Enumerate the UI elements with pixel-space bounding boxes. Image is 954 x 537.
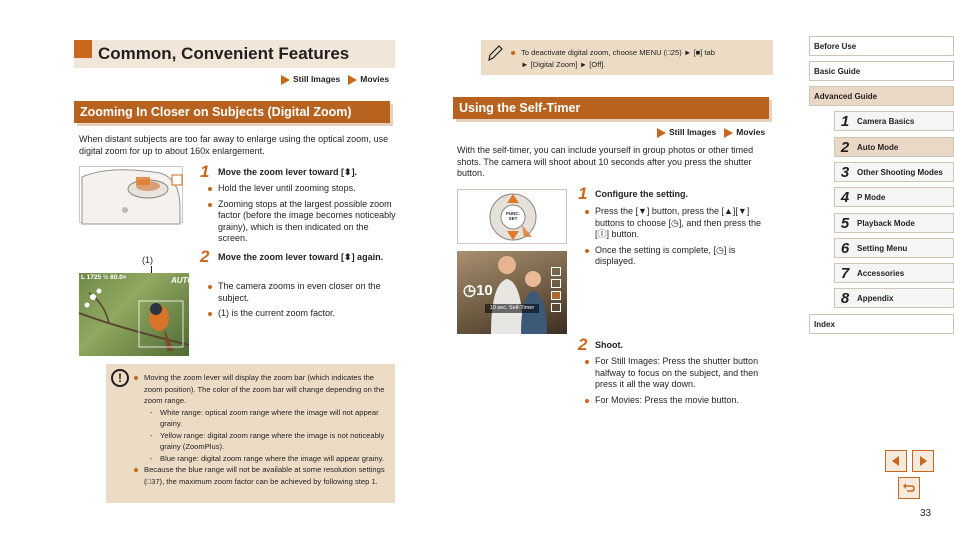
step-1-title: Move the zoom lever toward [⬍]. xyxy=(218,167,358,177)
nav-item-setting-menu[interactable] xyxy=(834,238,954,258)
nav-item-label: Camera Basics xyxy=(857,116,915,126)
nav-item-label: P Mode xyxy=(857,192,886,202)
timer-mode-strip xyxy=(551,267,563,317)
timer-option-icon xyxy=(551,303,561,312)
chapter-number: 1 xyxy=(840,112,850,130)
list-item: - Yellow range: digital zoom range where the image is not noticeably grainy (ZoomPlus). xyxy=(150,430,389,453)
timer-option-icon xyxy=(551,279,561,288)
title-marker xyxy=(74,40,92,58)
list-item: To deactivate digital zoom, choose MENU (□25) ► [■] tab ► [Digital Zoom] ► [Off]. xyxy=(511,47,769,71)
nav-advanced-guide[interactable]: Advanced Guide xyxy=(809,86,954,106)
step-2-number: 2 xyxy=(200,247,210,266)
mode-tags xyxy=(657,127,765,138)
nav-item-label: Other Shooting Modes xyxy=(857,167,943,177)
chapter-number: 8 xyxy=(840,289,850,307)
step-2-number: 2 xyxy=(578,335,588,354)
self-timer-photo xyxy=(457,251,567,334)
step-1-title: Configure the setting. xyxy=(595,189,688,199)
step-1-bullets xyxy=(585,206,773,272)
chapter-number: 7 xyxy=(840,264,850,282)
chapter-number: 3 xyxy=(840,163,850,181)
step-1-number: 1 xyxy=(578,184,588,203)
func-set-button-illustration xyxy=(457,189,567,244)
chapter-number: 4 xyxy=(840,188,850,206)
tip-note-box xyxy=(481,40,773,75)
zoom-factor-callout: (1) xyxy=(142,255,153,265)
step-2-title: Shoot. xyxy=(595,340,623,350)
page-title: Common, Convenient Features xyxy=(98,44,350,63)
list-item: Because the blue range will not be available at some resolution settings (□37), the maximum zoom factor can be achieved by following step 1. xyxy=(134,464,389,487)
func-set-label: FUNC. SET xyxy=(506,211,520,221)
nav-item-label: Accessories xyxy=(857,268,905,278)
list-item: - Blue range: digital zoom range where the image will appear grainy. xyxy=(150,453,389,465)
arrow-right-icon xyxy=(917,455,929,467)
auto-mode-badge: AUTO xyxy=(171,276,194,285)
step-1-number: 1 xyxy=(200,162,210,181)
nav-item-label: Appendix xyxy=(857,293,894,303)
digital-zoom-intro: When distant subjects are too far away to enlarge using the optical zoom, use digital zoom for up to about 160x enlargement. xyxy=(79,134,389,156)
self-timer-caption: 10 sec. Self-Timer xyxy=(485,304,539,313)
chapter-number: 2 xyxy=(840,138,850,156)
list-item: - White range: optical zoom range where the image will not appear grainy. xyxy=(150,407,389,430)
previous-page-button[interactable] xyxy=(885,450,907,472)
chapter-number: 6 xyxy=(840,239,850,257)
movies-tag: Movies xyxy=(736,127,766,137)
mode-tags xyxy=(281,74,389,85)
nav-item-other-shooting-modes[interactable] xyxy=(834,162,954,182)
section-heading-digital-zoom: Zooming In Closer on Subjects (Digital Zoom) xyxy=(74,101,390,123)
self-timer-icon: ◷10 xyxy=(463,282,493,299)
nav-item-label: Playback Mode xyxy=(857,218,915,228)
zoomed-bird-screen xyxy=(79,273,194,356)
nav-basic-guide[interactable]: Basic Guide xyxy=(809,61,954,81)
bird-photo-icon xyxy=(79,273,189,356)
list-item: For Still Images: Press the shutter button halfway to focus on the subject, and then press it all the way down. xyxy=(585,356,773,391)
return-button[interactable] xyxy=(898,477,920,499)
arrow-left-icon xyxy=(890,455,902,467)
page-number: 33 xyxy=(920,508,932,519)
pencil-icon xyxy=(487,44,503,62)
movies-tag: Movies xyxy=(360,74,390,84)
next-page-button[interactable] xyxy=(912,450,934,472)
section-heading-self-timer: Using the Self-Timer xyxy=(453,97,769,119)
caution-icon: ! xyxy=(111,369,129,387)
list-item: Once the setting is complete, [◷] is displayed. xyxy=(585,245,773,268)
step-2-bullets xyxy=(585,356,773,410)
still-images-arrow-icon xyxy=(281,75,290,85)
still-images-arrow-icon xyxy=(657,128,666,138)
still-images-tag: Still Images xyxy=(669,127,717,137)
chapter-number: 5 xyxy=(840,214,850,232)
list-item: Press the [▼] button, press the [▲][▼] buttons to choose [◷], and then press the [Ⓘ] button. xyxy=(585,206,773,241)
caution-bullets xyxy=(134,372,389,487)
step-1-bullets xyxy=(208,183,396,249)
camera-top-icon xyxy=(80,167,184,224)
nav-item-label: Setting Menu xyxy=(857,243,908,253)
still-images-tag: Still Images xyxy=(293,74,341,84)
timer-option-icon xyxy=(551,267,561,276)
list-item: Zooming stops at the largest possible zoom factor (before the image becomes noticeably grainy), which is then indicated on the screen. xyxy=(208,199,396,245)
list-item: Hold the lever until zooming stops. xyxy=(208,183,396,195)
movies-arrow-icon xyxy=(724,128,733,138)
movies-arrow-icon xyxy=(348,75,357,85)
step-2-bullets xyxy=(208,281,396,324)
screen-readout: L 1725 ½ 80.0× xyxy=(81,274,127,281)
nav-item-camera-basics[interactable] xyxy=(834,111,954,131)
nav-index[interactable]: Index xyxy=(809,314,954,334)
nav-before-use[interactable]: Before Use xyxy=(809,36,954,56)
timer-option-icon xyxy=(551,291,561,300)
nav-item-appendix[interactable] xyxy=(834,288,954,308)
nav-item-label: Auto Mode xyxy=(857,142,899,152)
list-item: The camera zooms in even closer on the subject. xyxy=(208,281,396,304)
camera-zoom-lever-illustration xyxy=(79,166,183,223)
nav-item-p-mode[interactable] xyxy=(834,187,954,207)
self-timer-intro: With the self-timer, you can include yourself in group photos or other timed shots. The camera will shoot about 10 seconds after you press the shutter button. xyxy=(457,145,754,178)
list-item: Moving the zoom lever will display the zoom bar (which indicates the zoom position). The color of the zoom bar will change depending on the zoom range. - White range: optical zoom range where the image will not appear grainy. - Yellow range: digital zoom range where the image is not noticeably grainy (ZoomPlus). - Blue range: digital zoom range where the image will appear grainy. xyxy=(134,372,389,464)
return-arrow-icon xyxy=(902,482,916,494)
nav-item-auto-mode[interactable] xyxy=(834,137,954,157)
list-item: For Movies: Press the movie button. xyxy=(585,395,773,407)
list-item: (1) is the current zoom factor. xyxy=(208,308,396,320)
nav-item-playback-mode[interactable] xyxy=(834,213,954,233)
caution-note-box xyxy=(106,364,395,503)
step-2-title: Move the zoom lever toward [⬍] again. xyxy=(218,252,384,262)
nav-item-accessories[interactable] xyxy=(834,263,954,283)
